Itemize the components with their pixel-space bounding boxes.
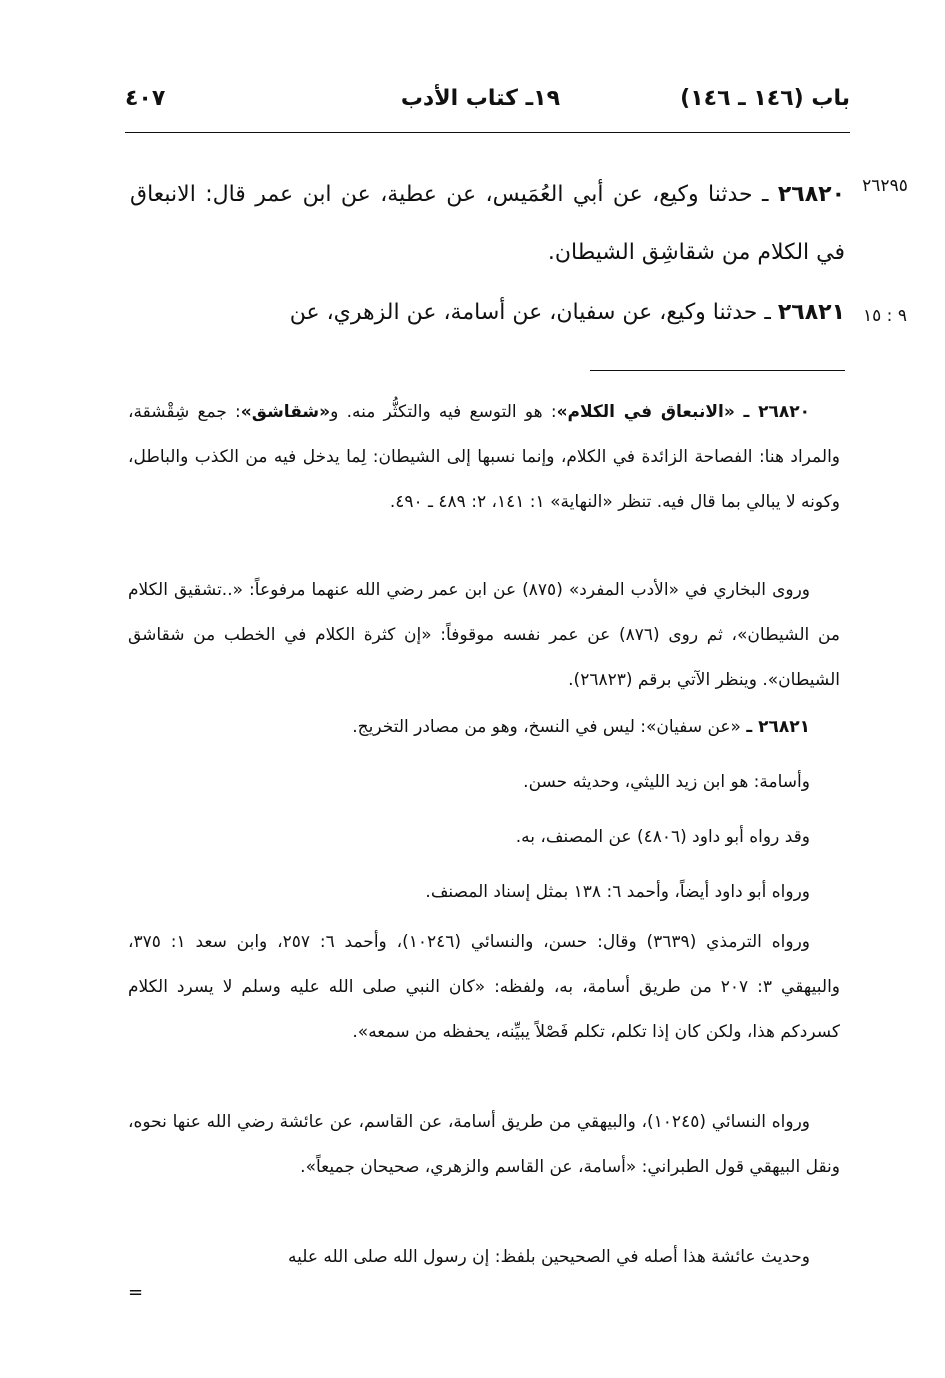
footnote-paragraph: ورواه النسائي (١٠٢٤٥)، والبيهقي من طريق أسامة، عن القاسم، عن عائشة رضي الله عنها نحوه، ونقل البيهقي قول الطبراني: «أسامة، عن القاسم والزهري، صحيحان جميعاً». bbox=[128, 1112, 840, 1177]
footnote-paragraph: ورواه أبو داود أيضاً، وأحمد ٦: ١٣٨ بمثل إسناد المصنف. bbox=[425, 882, 810, 902]
footnote-separator bbox=[590, 370, 845, 371]
footnote-text: : جمع شِقْشقة، والمراد هنا: الفصاحة الزائدة في الكلام، وإنما نسبها إلى الشيطان: لِما يدخل فيه من الكذب والباطل، وكونه لا يبالي بما قال فيه. تنظر «النهاية» ١: ١٤١، ٢: ٤٨٩ ـ ٤٩٠. bbox=[128, 402, 840, 512]
running-header bbox=[125, 86, 850, 126]
footnote-lead: ٢٦٨٢١ ـ bbox=[746, 717, 810, 737]
continuation-mark: = bbox=[128, 1282, 144, 1303]
footnote-lead: ٢٦٨٢٠ ـ «الانبعاق في الكلام» bbox=[556, 402, 810, 422]
hadith-26821 bbox=[130, 284, 845, 342]
header-rule bbox=[125, 132, 850, 133]
footnote-26820 bbox=[128, 390, 840, 525]
footnote-paragraph: وحديث عائشة هذا أصله في الصحيحين بلفظ: إن رسول الله صلى الله عليه bbox=[287, 1247, 810, 1267]
footnote-paragraph: وقد رواه أبو داود (٤٨٠٦) عن المصنف، به. bbox=[515, 827, 810, 847]
hadith-separator: ـ bbox=[752, 182, 778, 207]
page-number: ٤٠٧ bbox=[125, 86, 166, 111]
footnote-paragraph: وروى البخاري في «الأدب المفرد» (٨٧٥) عن ابن عمر رضي الله عنهما مرفوعاً: «..تشقيق الكلام من الشيطان»، ثم روى (٨٧٦) عن عمر نفسه موقوفاً: «إن كثرة الكلام في الخطب من شقاشق الشيطان». وينظر الآتي برقم (٢٦٨٢٣). bbox=[128, 580, 840, 690]
margin-ref-2: ٩ : ١٥ bbox=[863, 306, 907, 326]
footnote-term: «شقاشق» bbox=[240, 402, 331, 422]
book-title: ١٩ـ كتاب الأدب bbox=[400, 86, 560, 111]
hadith-text: حدثنا وكيع، عن أبي العُمَيس، عن عطية، عن ابن عمر قال: الانبعاق في الكلام من شقاشِق الشيطان. bbox=[130, 182, 845, 265]
footnote-text: : هو التوسع فيه والتكثُّر منه. و bbox=[330, 402, 557, 422]
hadith-number: ٢٦٨٢٠ bbox=[777, 182, 845, 207]
margin-ref-1: ٢٦٢٩٥ bbox=[862, 176, 908, 196]
chapter-heading: باب (١٤٦ ـ ١٤٦) bbox=[680, 86, 850, 111]
hadith-26820 bbox=[130, 166, 845, 282]
footnote-paragraph: وأسامة: هو ابن زيد الليثي، وحديثه حسن. bbox=[523, 772, 810, 792]
hadith-text: حدثنا وكيع، عن سفيان، عن أسامة، عن الزهري، عن bbox=[289, 300, 758, 325]
footnote-26821 bbox=[128, 705, 840, 750]
hadith-number: ٢٦٨٢١ bbox=[777, 300, 845, 325]
hadith-separator: ـ bbox=[757, 300, 778, 325]
footnote-text: «عن سفيان»: ليس في النسخ، وهو من مصادر التخريج. bbox=[352, 717, 747, 737]
footnote-paragraph: ورواه الترمذي (٣٦٣٩) وقال: حسن، والنسائي (١٠٢٤٦)، وأحمد ٦: ٢٥٧، وابن سعد ١: ٣٧٥، والبيهقي ٣: ٢٠٧ من طريق أسامة، به، ولفظه: «كان النبي صلى الله عليه وسلم لا يسرد الكلام كسردكم هذا، ولكن كان إذا تكلم، تكلم فَصْلاً يبيِّنه، يحفظه من سمعه». bbox=[128, 932, 840, 1042]
